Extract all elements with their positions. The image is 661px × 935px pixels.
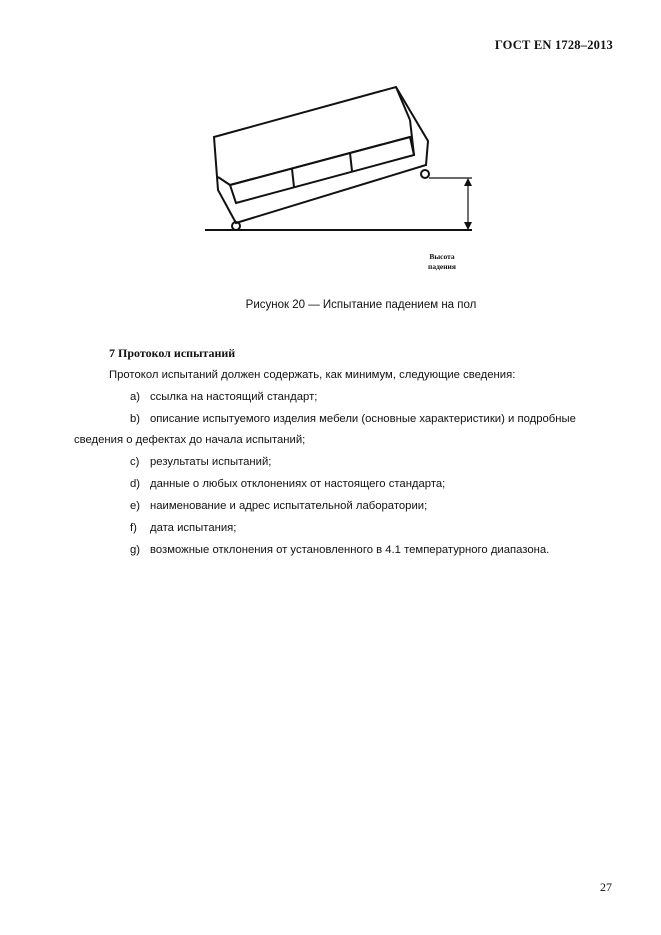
section-title: 7 Протокол испытаний: [109, 346, 236, 360]
document-header: ГОСТ EN 1728–2013: [494, 38, 613, 52]
sofa-drop-illustration: [200, 85, 500, 275]
sofa-foot-right: [421, 170, 429, 178]
list-item: наименование и адрес испытательной лаборатории;: [150, 500, 428, 512]
figure-caption: Рисунок 20 — Испытание падением на пол: [245, 299, 477, 311]
list-item-letter: g): [130, 544, 141, 556]
list-item-letter: b): [130, 413, 141, 425]
list-item-continuation: сведения о дефектах до начала испытаний;: [74, 434, 306, 446]
list-item-letter: e): [130, 500, 141, 512]
list-item-letter: f): [130, 522, 137, 534]
figure-drop-test: [200, 85, 500, 275]
list-item: дата испытания;: [150, 522, 237, 534]
list-item: результаты испытаний;: [150, 456, 272, 468]
section-intro: Протокол испытаний должен содержать, как минимум, следующие сведения:: [109, 369, 516, 381]
list-item: данные о любых отклонениях от настоящего стандарта;: [150, 478, 446, 490]
list-item: описание испытуемого изделия мебели (основные характеристики) и подробные: [150, 413, 576, 425]
list-item: возможные отклонения от установленного в 4.1 температурного диапазона.: [150, 544, 550, 556]
list-item-letter: d): [130, 478, 141, 490]
sofa-body: [214, 87, 428, 223]
list-item: ссылка на настоящий стандарт;: [150, 391, 318, 403]
list-item-letter: c): [130, 456, 140, 468]
page-number: 27: [600, 880, 612, 894]
height-label-line1: Высота: [429, 252, 455, 261]
height-label-line2: падения: [428, 262, 456, 271]
seat-cushions: [230, 137, 414, 203]
list-item-letter: a): [130, 391, 141, 403]
